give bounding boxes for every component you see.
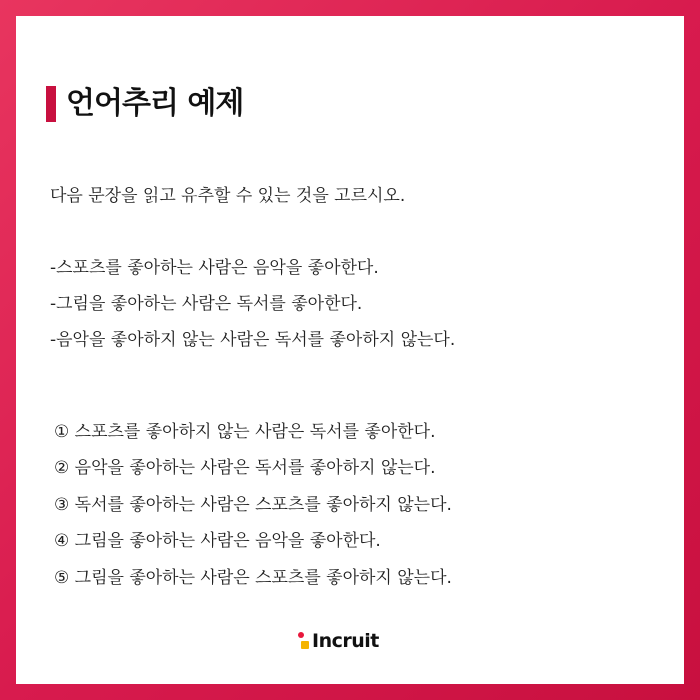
option-3: ③ 독서를 좋아하는 사람은 스포츠를 좋아하지 않는다. — [54, 495, 452, 515]
title-block — [46, 86, 243, 122]
option-5: ⑤ 그림을 좋아하는 사람은 스포츠를 좋아하지 않는다. — [54, 568, 452, 588]
premise-2: -그림을 좋아하는 사람은 독서를 좋아한다. — [50, 294, 363, 314]
option-2: ② 음악을 좋아하는 사람은 독서를 좋아하지 않는다. — [54, 458, 436, 478]
title-accent-bar — [46, 86, 56, 122]
incruit-logo — [298, 630, 379, 652]
logo-red-dot — [298, 632, 304, 638]
page-title: 언어추리 예제 — [66, 86, 244, 121]
logo-mark-icon — [298, 632, 310, 650]
content-card — [16, 16, 684, 684]
premise-3: -음악을 좋아하지 않는 사람은 독서를 좋아하지 않는다. — [50, 330, 456, 350]
logo-yellow-square — [301, 641, 309, 649]
premise-1: -스포츠를 좋아하는 사람은 음악을 좋아한다. — [50, 258, 379, 278]
option-4: ④ 그림을 좋아하는 사람은 음악을 좋아한다. — [54, 531, 381, 551]
option-1: ① 스포츠를 좋아하지 않는 사람은 독서를 좋아한다. — [54, 422, 436, 442]
instruction-text: 다음 문장을 읽고 유추할 수 있는 것을 고르시오. — [50, 186, 406, 206]
logo-text: Incruit — [312, 630, 379, 652]
